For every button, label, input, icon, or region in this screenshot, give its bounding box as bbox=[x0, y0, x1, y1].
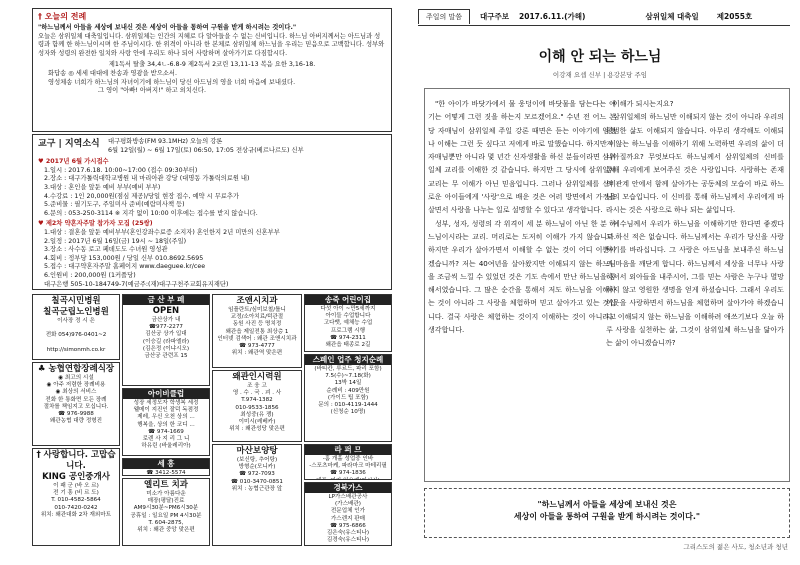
daily-liturgy-body: 오늘은 삼위일체 대축일입니다. 삼위일체는 인간의 지혜로 다 알아들을 수 없는 신비입니다. 하느님 아버지께서는 아드님과 성령과 함께 한 하느님이시며 한 주님이시다. 한 위격이 아니라 한 본체로 삼위일체 하느님을 우리는 믿음으로 고백합니다. 성부와 성자와 성령의 완전한 일치와 사랑 안에 우리도 하나 되어 사랑하며 살아가기로 다짐합시다. bbox=[38, 32, 385, 57]
homily-paragraph: 삼위일체의 하느님만 이해되지 않는 것이 아니라 우리의 평범한 삶도 이해되지 않습니다. 아무리 생각해도 이해되지 않는 하느님을 이해하기 위해 노력하면 우리의 삶이 더 나아질까요? 무엇보다도 하느님께서 삼위일체의 신비를 통해 우리에게 보여주신 것은 사랑입니다. 사랑하는 존재의 관계 안에서 함께 살아가는 공동체의 모습이 바로 하느님의 모습입니다. 이 신비를 통해 하느님께서 우리에게 바라시는 것은 사랑으로 하나 되는 삶입니다. bbox=[606, 112, 784, 215]
ad-line: (신청순 10명) bbox=[330, 409, 366, 416]
ad-title: 마산보양탕 bbox=[236, 446, 278, 456]
issue-number: 제2055호 bbox=[716, 12, 753, 21]
ad-line: T. 010-4582-5864 bbox=[51, 497, 101, 504]
ad-line: ☎ 972-7093 bbox=[239, 471, 275, 478]
event2-item: 5.접수 : 대구약혼자주말 홈페이지 www.daeguee.kr/cee bbox=[44, 263, 206, 271]
ad-subtitle: KING 공인중개사 bbox=[42, 472, 110, 482]
ad-line: 영 . 수 . 국 . 괴 . 사 bbox=[232, 390, 282, 397]
ad-line: 010-9533-1856 bbox=[235, 404, 279, 411]
quote-line-2: 세상이 아들을 통하여 구원을 받게 하시려는 것이다." bbox=[513, 512, 701, 521]
ad-line: 고다뱃, 예체능 수업 bbox=[323, 320, 373, 327]
ad-line: ☎ 974-2311 bbox=[330, 334, 366, 341]
ad-line: 위치 : 왜관성당 맞은편 bbox=[229, 426, 285, 433]
ad-line: 아이들 수업합니다 bbox=[325, 313, 371, 320]
ad-title: 라 퍼 므 bbox=[305, 445, 391, 455]
tab-label: 주일의 말씀 bbox=[418, 9, 470, 24]
daily-liturgy-box bbox=[32, 8, 392, 132]
event2-item: 6.인원비 : 200,000원 (1커플당) bbox=[44, 271, 136, 279]
ad-line: 전화 한 통화면 모든 장례 bbox=[45, 396, 107, 403]
ad-line: T. 604-2875, bbox=[148, 519, 184, 526]
ad-line: 010-7420-0242 bbox=[54, 504, 98, 511]
ad-line: 왜관농협 대량 정형진 bbox=[49, 418, 103, 425]
homily-paragraph: "한 아이가 바닷가에서 물 웅덩이에 바닷물을 담는다는 얘기는 어떻게 그런 짓을 하는지 모르겠어요." 수년 전 어느 본당 자매님이 삼위일체 주일 강론 때면은 듣는 이야기에 엄청나 이해는 그런 듯 싶다고 저에게 바로 말했습니다. 하지만 이 자매님뿐만 아니라 몇 년간 신자생활을 하신 분들이라면 삼위일체 교리를 이해한 것 같습니다. 하지만 그 당시에 삼위일체 교리는 무 이해가 아닌 믿음입니다. 그러나 삼위일체를 신비로운 아이들에게 '사랑'으로 배운 것은 여러 방면에서 가정을 살면서 사랑을 나누는 일로 설명할 수 있다고 생각합니다. bbox=[428, 99, 616, 215]
feast-name: 삼위일체 대축일 bbox=[645, 12, 699, 21]
ad-title: 엘리트 치과 bbox=[143, 480, 188, 490]
issue-name: 대구주보 bbox=[480, 12, 510, 21]
ad-title: 아이비클럽 bbox=[123, 389, 209, 399]
event1-title: ♥ 2017년 6월 가시접수 bbox=[38, 158, 109, 166]
quote-box bbox=[424, 488, 790, 538]
ad-title: † 사랑합니다. 고맙습니다. bbox=[36, 450, 116, 471]
ad-title: OPEN bbox=[152, 306, 180, 316]
event1-item: 5.준비물 : 필기도구, 주일미사 준비(예람미사책 등) bbox=[44, 201, 185, 209]
ad-title: 조앤시치과 bbox=[236, 296, 278, 306]
footer-caption: 그리스도의 젊은 사도, 청소년과 청년 bbox=[683, 543, 788, 551]
event1-item: 3.대상 : 혼인을 앞둔 예비 부부(예비 부부) bbox=[44, 183, 161, 191]
ad-line: 미소가 아름다운 bbox=[146, 491, 186, 497]
ad-line: -홈 개홀 성업중 인바 bbox=[322, 456, 374, 462]
ad-line: 행복을, 상의 한 코디 ... bbox=[137, 421, 195, 428]
daily-liturgy-readings: 제1독서 탈출 34,4ㄴ-6.8-9 제2독서 2코린 13,11-13 복음 요한 3,16-18. bbox=[108, 61, 316, 69]
ad-line: ◉ 아주 저렴한 장례비용 bbox=[46, 382, 106, 389]
ad-line bbox=[306, 478, 390, 480]
ad-line: 위치: 왜관대화 2차 재외마트 bbox=[40, 511, 112, 518]
ad-line: 왜관읍 제일전통 최상층 1 bbox=[225, 328, 289, 335]
diocese-news-box bbox=[32, 134, 392, 290]
daily-liturgy-closing: 영성체송 너희가 하느님의 자녀이기에 하느님이 당신 아드님의 영을 너희 마음에 보내셨다. bbox=[48, 78, 296, 86]
ad-line: 조 웅 고 bbox=[247, 383, 267, 389]
ad-line: 이사장 정 시 은 bbox=[57, 318, 95, 324]
ad-line: 금산상가 내 bbox=[151, 317, 181, 323]
ad-line: ☎ 3412-5574 bbox=[146, 470, 186, 476]
ad-line: ☎ 010-3470-0851 bbox=[231, 478, 283, 485]
ad-line: 김은숙(유스티나) bbox=[326, 530, 370, 537]
ad-line: 하유린 (바울레리아) bbox=[141, 443, 191, 450]
quote-line-1: "하느님께서 아들을 세상에 보내신 것은 bbox=[537, 500, 677, 509]
ad-box bbox=[212, 444, 302, 546]
ad-line: AM9시30분~PM6시30분 bbox=[133, 505, 199, 512]
ad-title: 금 산 부 페 bbox=[123, 295, 209, 305]
daily-liturgy-entrance: "하느님께서 아들을 세상에 보내신 것은 세상이 아들을 통하여 구원을 받게 하시려는 것이다." bbox=[38, 24, 297, 31]
ad-line: 7.5(수)~7.18(화) bbox=[325, 373, 371, 380]
ad-box bbox=[304, 354, 392, 442]
ad-line: 최성중(유 쟁) bbox=[240, 411, 274, 418]
homily-paragraph: 이해가 되시는지요? bbox=[613, 99, 674, 108]
ad-title: 송죽 어린이집 bbox=[305, 295, 391, 305]
ad-line: 위치 : 농협근관장 앞 bbox=[231, 485, 283, 492]
ad-box bbox=[32, 448, 120, 546]
ad-subtitle: 칠곡군립노인병원 bbox=[43, 307, 109, 317]
ad-line: ◉ 최고의 시설 bbox=[58, 375, 94, 381]
radio-info: 대구평화방송(FM 93.1MHz) 오늘의 강론 bbox=[108, 138, 223, 145]
ad-line: 인터넷 검색어 : 왜관 조앤시치과 bbox=[217, 335, 297, 342]
ad-box bbox=[304, 482, 392, 546]
ad-box bbox=[122, 458, 210, 476]
ad-line: 문의 : 010-4119-1444 bbox=[318, 402, 378, 409]
ad-line: 김산궁 상가 입대 bbox=[145, 331, 187, 338]
ad-line: 순례비 : 409만원 bbox=[326, 387, 370, 394]
ad-line: (바티칸, 루르드, 파리 포함) bbox=[314, 366, 382, 372]
homily-column-2 bbox=[606, 97, 784, 479]
event1-item: 1.일시 : 2017.6.18. 10:00~17:00 (접수 09:30부터) bbox=[44, 166, 198, 174]
daily-liturgy-closing2: 그 영이 "아빠! 아버지!" 하고 외치신다. bbox=[98, 87, 207, 95]
ad-line: (가이드 팁 포함) bbox=[327, 394, 369, 401]
homily-paragraph: 예수님께서 우리가 하느님을 이해하기만 한다면 좋겠다고 하신 적은 없습니다. 하느님께서는 우리가 당신을 사랑하기를 바라십니다. 그 사랑은 아드님을 보내주신 하느님의 마음을 깨닫게 합니다. 하느님께서 세상을 너무나 사랑하셔서 외아들을 내주시어, 그를 믿는 사람은 누구나 멸망하지 않고 영원한 생명을 얻게 하셨습니다. 그래서 우리도 이웃을 사랑하면서 하느님을 체험하며 살아가야 하겠습니다. 이해되지 않는 하느님을 이해하려 애쓰기보다 오늘 하루 사랑을 실천하는 삶, 그것이 삼위일체 하느님을 닮아가는 삶이 아니겠습니까? bbox=[606, 218, 784, 348]
ad-line: 교정/소아치료/턱관절 bbox=[230, 314, 284, 321]
ad-line: http://simonmh.co.kr bbox=[46, 346, 106, 353]
ad-line: -스포츠마케, 파라마크 마테리필 bbox=[309, 463, 387, 470]
ad-line: 왜관읍 태종로 2길 bbox=[325, 342, 371, 349]
ad-line: 공휴일 : 일요일 PM 4시30분 bbox=[130, 512, 202, 519]
radio-schedule: 6월 12일(월) ~ 6월 17일(토) 06:50, 17:05 전상규(베르나르도) 신부 bbox=[108, 146, 304, 154]
ad-box bbox=[32, 362, 120, 446]
ad-line: 프로그램 시행 bbox=[330, 327, 366, 334]
ad-box bbox=[122, 478, 210, 546]
ad-line: ☎ 974-1669 bbox=[148, 428, 184, 435]
diocese-news-title: 교구 | 지역소식 bbox=[38, 139, 100, 149]
event2-item: 2.일정 : 2017년 6월 16일(금) 19시 ~ 18일(주일) bbox=[44, 237, 187, 245]
ad-line: 방형순(모니카) bbox=[238, 464, 276, 471]
ad-title: 스페인 업주 청지순례 bbox=[305, 355, 391, 365]
ad-line: (가스배관) bbox=[335, 501, 361, 508]
ad-box bbox=[304, 444, 392, 480]
ad-line: ☎ 975-6866 bbox=[330, 522, 366, 529]
ad-title: 왜관인시력원 bbox=[232, 372, 282, 382]
ad-box bbox=[122, 388, 210, 456]
ad-line bbox=[34, 340, 118, 347]
ad-line: 매장(평달)진료 bbox=[147, 498, 185, 505]
ad-line: 전화 054)976-0401~2 bbox=[45, 332, 107, 339]
ad-line: ☎977-2277 bbox=[149, 324, 183, 331]
ad-line: 13박 14일 bbox=[334, 380, 362, 387]
ad-line: 이미시(레베카) bbox=[238, 419, 276, 426]
homily-paragraph: 성부, 성자, 성령의 각 위격이 세 분 하느님이 아닌 한 분 하느님이시라는 교리. 머리로는 도저히 이해가 가지 않습니다. 하지만 우리가 살아가면서 이해할 수 없는 것이 어디 이뿐이겠습니까? 저는 40여년을 살아왔지만 이해되지 않는 하느님을 조금씩 느낄 수 있었던 것은 기도 속에서 만난 하느님을 통해서였습니다. 그 많은 순간을 통해서 저도 하느님을 이해하는 것이 아니라 그 사랑을 체험하며 믿고 살아가고 있는 것입니다. 결국 사랑은 체험하는 것이지 이해하는 것이 아니라고 생각합니다. bbox=[428, 218, 616, 335]
ad-line: 이 패 군 (바 오 르) bbox=[53, 483, 99, 489]
ad-box bbox=[304, 294, 392, 352]
ad-line: 위치 : 왜관역 맞은편 bbox=[231, 350, 283, 357]
ad-line: 웰메이 지진인 잘덕 독점정 bbox=[133, 407, 199, 414]
ad-line: ☎ 974-1836 bbox=[330, 470, 366, 477]
event1-item: 2.장소 : 대구가톨릭대학교병원 내 마리아관 강당 (대명동 가톨릭의료원 내) bbox=[44, 175, 250, 183]
ad-line bbox=[34, 354, 118, 360]
ad-line: 로렌 사 지 리 그 니 bbox=[142, 436, 190, 443]
ad-line: 동원 사진 등 명치정 bbox=[232, 321, 282, 328]
ad-line: 가스렌지 판매 bbox=[330, 515, 366, 522]
ad-line: T.974-1382 bbox=[241, 397, 273, 404]
homily-column-1 bbox=[428, 97, 616, 479]
ad-line: LP가스배관공사 bbox=[328, 494, 368, 500]
ad-box bbox=[122, 294, 210, 386]
daily-liturgy-offertory: 화답송 ◎ 세세 대대에 찬송과 영광을 받으소서. bbox=[48, 69, 177, 77]
ad-line: ☎ 976-9988 bbox=[58, 411, 94, 418]
event2-item: 대구은행 505-10-184749-7(예금주:(재)대구구천주교회유지재단) bbox=[44, 280, 229, 288]
event2-list bbox=[38, 229, 386, 289]
ad-line: 전 기 흥 (비 르 도) bbox=[53, 490, 99, 497]
event2-title: ♥ 제2차 약혼자주말 참가자 모집 (25쌍) bbox=[38, 220, 153, 228]
ad-box bbox=[212, 294, 302, 368]
ad-line: 제레, 우신 오천 상의 ... bbox=[137, 414, 195, 421]
ad-line: 위치 : 왜관 중앙 맞은편 bbox=[137, 527, 195, 534]
event1-item: 6.문의 : 053-250-3114 ※ 지각 없이 10:00 이후에는 접수를 받지 않습니다. bbox=[44, 209, 258, 217]
ad-line: 전문업체 인가 bbox=[330, 508, 366, 515]
event2-item: 1.대상 : 결혼을 앞둔 예비부부(혼인강좌수료증 소지자) 혼인한지 2년 미만의 신혼부부 bbox=[44, 228, 280, 236]
event1-list bbox=[38, 167, 386, 219]
ad-line: (보신탕, 추어탕) bbox=[236, 457, 278, 463]
ad-box bbox=[212, 370, 302, 442]
ad-title: ♣ 농협연합장례식장 bbox=[37, 364, 115, 374]
right-page bbox=[400, 0, 800, 565]
event1-item: 4.수강료 : 1인 20,000원(점심 제공)/당일 현장 접수, 예약 시 무료추가 bbox=[44, 192, 240, 200]
event2-item: 4.회비 : 정부당 153,000원 / 당일 신부 010.8692.5695 bbox=[44, 254, 204, 262]
ad-line: 절차를 책임지고 모십니다. bbox=[43, 403, 109, 410]
daily-liturgy-title: † 오늘의 전례 bbox=[38, 12, 87, 21]
ad-line: 다섯 아이 ~만5세까지 bbox=[320, 306, 376, 312]
event2-item: 3.장소 : 사수동 로고 페데도도 수녀원 영성관 bbox=[44, 246, 168, 254]
ad-line: ◉ 최상의 서비스 bbox=[55, 389, 97, 396]
ad-line: (이승길 (라파엘라) bbox=[142, 338, 190, 345]
issue-date: 2017.6.11.(가해) bbox=[519, 12, 586, 21]
ad-box bbox=[32, 294, 120, 360]
ad-line: 임플란트/심미보철/틀니 bbox=[228, 307, 286, 313]
ad-title: 경북가스 bbox=[305, 483, 391, 493]
ad-line: 금산궁 관련프 15 bbox=[144, 353, 188, 360]
homily-author: 이강재 요셉 신부 | 용강본당 주임 bbox=[552, 71, 648, 79]
ad-line: 성장 세정모자 학생복 세정 bbox=[133, 400, 199, 406]
ad-line: (김은정 (이냐시오) bbox=[142, 345, 190, 352]
ad-title: 칠곡시민병원 bbox=[51, 296, 101, 306]
ad-title: 세 흥 bbox=[123, 459, 209, 469]
ad-line: ☎ 973-4777 bbox=[239, 343, 275, 350]
header-bar bbox=[418, 8, 790, 26]
homily-title: 이해 안 되는 하느님 bbox=[538, 49, 662, 65]
ad-line: 김경숙(유스티나) bbox=[326, 537, 370, 544]
